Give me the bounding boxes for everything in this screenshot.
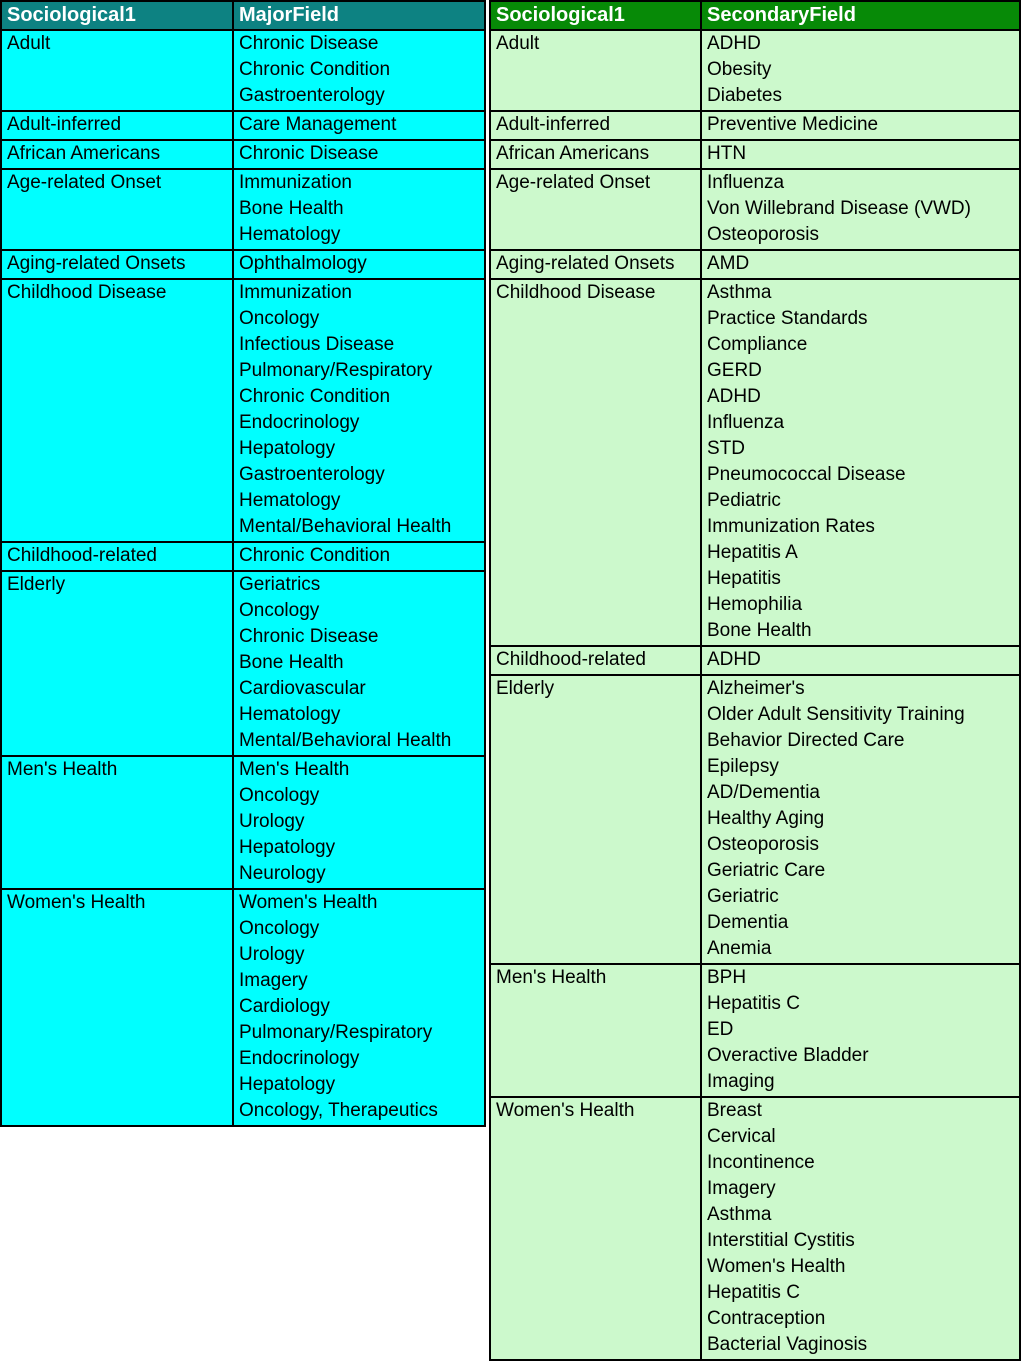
table-row [1, 140, 485, 169]
value-line: ADHD [707, 649, 761, 670]
values-cell[interactable] [701, 30, 1020, 111]
values-cell[interactable] [701, 1097, 1020, 1360]
value-line: Osteoporosis [707, 224, 819, 245]
value-line: Geriatric Care [707, 860, 826, 881]
category-cell[interactable]: Childhood Disease [490, 279, 701, 646]
category-cell[interactable]: African Americans [1, 140, 233, 169]
value-line: Hepatology [239, 837, 336, 858]
values-cell[interactable] [701, 279, 1020, 646]
category-cell[interactable]: Adult-inferred [1, 111, 233, 140]
value-line: Chronic Disease [239, 626, 379, 647]
table-row [490, 646, 1020, 675]
value-line: HTN [707, 143, 747, 164]
value-line: Hematology [239, 704, 341, 725]
category-cell[interactable]: Elderly [490, 675, 701, 964]
category-cell[interactable]: Childhood-related [1, 542, 233, 571]
value-line: Gastroenterology [239, 85, 385, 106]
value-line: Contraception [707, 1308, 826, 1329]
value-line: GERD [707, 360, 762, 381]
major-field-table-body [1, 30, 485, 1126]
value-line: Oncology [239, 785, 320, 806]
values-cell[interactable] [701, 964, 1020, 1097]
values-cell[interactable] [233, 571, 485, 756]
table-row [1, 279, 485, 542]
value-line: Mental/Behavioral Health [239, 516, 452, 537]
values-cell[interactable] [233, 542, 485, 571]
category-cell[interactable]: Aging-related Onsets [1, 250, 233, 279]
category-cell[interactable]: Men's Health [1, 756, 233, 889]
value-line: Cardiology [239, 996, 330, 1017]
value-line: Breast [707, 1100, 762, 1121]
header-row [1, 1, 485, 30]
value-line: Pediatric [707, 490, 781, 511]
value-line: Alzheimer's [707, 678, 805, 699]
value-line: Imagery [707, 1178, 776, 1199]
value-line: Bacterial Vaginosis [707, 1334, 868, 1355]
value-line: Obesity [707, 59, 772, 80]
category-cell[interactable]: Adult [1, 30, 233, 111]
category-cell[interactable]: Adult-inferred [490, 111, 701, 140]
value-line: Hepatitis A [707, 542, 798, 563]
table-row [490, 964, 1020, 1097]
value-line: Ophthalmology [239, 253, 367, 274]
secondary-field-table [489, 0, 1021, 1361]
table-row [1, 111, 485, 140]
values-cell[interactable] [701, 646, 1020, 675]
category-cell[interactable]: Age-related Onset [1, 169, 233, 250]
value-line: STD [707, 438, 745, 459]
category-cell[interactable]: Women's Health [490, 1097, 701, 1360]
values-cell[interactable] [233, 250, 485, 279]
values-cell[interactable] [233, 756, 485, 889]
header-cell-sociological1[interactable]: Sociological1 [1, 1, 233, 30]
values-cell[interactable] [233, 889, 485, 1126]
value-line: Interstitial Cystitis [707, 1230, 855, 1251]
value-line: Imagery [239, 970, 308, 991]
value-line: Hematology [239, 224, 341, 245]
value-line: Hepatology [239, 438, 336, 459]
value-line: Immunization [239, 172, 352, 193]
value-line: Hepatitis C [707, 1282, 800, 1303]
value-line: Men's Health [239, 759, 350, 780]
table-row [1, 542, 485, 571]
value-line: Hepatology [239, 1074, 336, 1095]
table-row [490, 140, 1020, 169]
value-line: Immunization Rates [707, 516, 875, 537]
value-line: Dementia [707, 912, 789, 933]
table-row [1, 889, 485, 1126]
values-cell[interactable] [233, 169, 485, 250]
value-line: Neurology [239, 863, 326, 884]
values-cell[interactable] [233, 111, 485, 140]
value-line: Healthy Aging [707, 808, 825, 829]
value-line: Women's Health [239, 892, 378, 913]
value-line: Urology [239, 811, 305, 832]
table-row [1, 571, 485, 756]
category-cell[interactable]: Childhood-related [490, 646, 701, 675]
value-line: ED [707, 1019, 734, 1040]
table-row [490, 111, 1020, 140]
value-line: Bone Health [239, 198, 344, 219]
value-line: Cardiovascular [239, 678, 366, 699]
value-line: Osteoporosis [707, 834, 819, 855]
header-cell-secondaryfield[interactable]: SecondaryField [701, 1, 1020, 30]
values-cell[interactable] [233, 140, 485, 169]
values-cell[interactable] [701, 140, 1020, 169]
table-row [490, 30, 1020, 111]
table-row [490, 675, 1020, 964]
value-line: Von Willebrand Disease (VWD) [707, 198, 971, 219]
values-cell[interactable] [701, 675, 1020, 964]
value-line: Gastroenterology [239, 464, 385, 485]
value-line: Imaging [707, 1071, 775, 1092]
value-line: Bone Health [239, 652, 344, 673]
value-line: Endocrinology [239, 412, 360, 433]
category-cell[interactable]: Men's Health [490, 964, 701, 1097]
table-row [1, 169, 485, 250]
value-line: Chronic Disease [239, 143, 379, 164]
value-line: Chronic Condition [239, 59, 391, 80]
header-row [490, 1, 1020, 30]
category-cell[interactable]: Aging-related Onsets [490, 250, 701, 279]
value-line: Older Adult Sensitivity Training [707, 704, 965, 725]
value-line: Hematology [239, 490, 341, 511]
value-line: Care Management [239, 114, 397, 135]
table-row [490, 250, 1020, 279]
value-line: Immunization [239, 282, 352, 303]
value-line: Oncology, Therapeutics [239, 1100, 438, 1121]
value-line: Incontinence [707, 1152, 815, 1173]
category-cell[interactable]: Age-related Onset [490, 169, 701, 250]
table-row [490, 279, 1020, 646]
value-line: Chronic Disease [239, 33, 379, 54]
category-cell[interactable]: African Americans [490, 140, 701, 169]
value-line: AMD [707, 253, 750, 274]
value-line: Bone Health [707, 620, 812, 641]
value-line: Hepatitis C [707, 993, 800, 1014]
value-line: Oncology [239, 600, 320, 621]
value-line: Chronic Condition [239, 545, 391, 566]
table-row [1, 30, 485, 111]
value-line: Geriatric [707, 886, 779, 907]
value-line: ADHD [707, 386, 761, 407]
value-line: Influenza [707, 412, 785, 433]
value-line: BPH [707, 967, 747, 988]
values-cell[interactable] [233, 30, 485, 111]
value-line: Pulmonary/Respiratory [239, 1022, 433, 1043]
category-cell[interactable]: Women's Health [1, 889, 233, 1126]
value-line: Asthma [707, 282, 772, 303]
values-cell[interactable] [701, 111, 1020, 140]
value-line: Behavior Directed Care [707, 730, 905, 751]
major-field-table [0, 0, 486, 1127]
table-row [1, 756, 485, 889]
value-line: Asthma [707, 1204, 772, 1225]
value-line: Preventive Medicine [707, 114, 879, 135]
value-line: Cervical [707, 1126, 776, 1147]
values-cell[interactable] [701, 250, 1020, 279]
values-cell[interactable] [701, 169, 1020, 250]
header-cell-sociological1[interactable]: Sociological1 [490, 1, 701, 30]
value-line: Urology [239, 944, 305, 965]
value-line: Chronic Condition [239, 386, 391, 407]
value-line: Endocrinology [239, 1048, 360, 1069]
value-line: Hepatitis [707, 568, 781, 589]
value-line: ADHD [707, 33, 761, 54]
value-line: AD/Dementia [707, 782, 820, 803]
value-line: Influenza [707, 172, 785, 193]
category-cell[interactable]: Elderly [1, 571, 233, 756]
category-cell[interactable]: Adult [490, 30, 701, 111]
value-line: Oncology [239, 918, 320, 939]
value-line: Women's Health [707, 1256, 846, 1277]
value-line: Hemophilia [707, 594, 803, 615]
value-line: Anemia [707, 938, 772, 959]
value-line: Diabetes [707, 85, 782, 106]
category-cell[interactable]: Childhood Disease [1, 279, 233, 542]
value-line: Overactive Bladder [707, 1045, 869, 1066]
value-line: Pulmonary/Respiratory [239, 360, 433, 381]
values-cell[interactable] [233, 279, 485, 542]
table-row [1, 250, 485, 279]
value-line: Infectious Disease [239, 334, 395, 355]
value-line: Compliance [707, 334, 808, 355]
value-line: Practice Standards [707, 308, 868, 329]
table-row [490, 1097, 1020, 1360]
table-row [490, 169, 1020, 250]
value-line: Pneumococcal Disease [707, 464, 906, 485]
secondary-field-table-body [490, 30, 1020, 1360]
value-line: Mental/Behavioral Health [239, 730, 452, 751]
value-line: Geriatrics [239, 574, 321, 595]
value-line: Oncology [239, 308, 320, 329]
value-line: Epilepsy [707, 756, 779, 777]
header-cell-majorfield[interactable]: MajorField [233, 1, 485, 30]
